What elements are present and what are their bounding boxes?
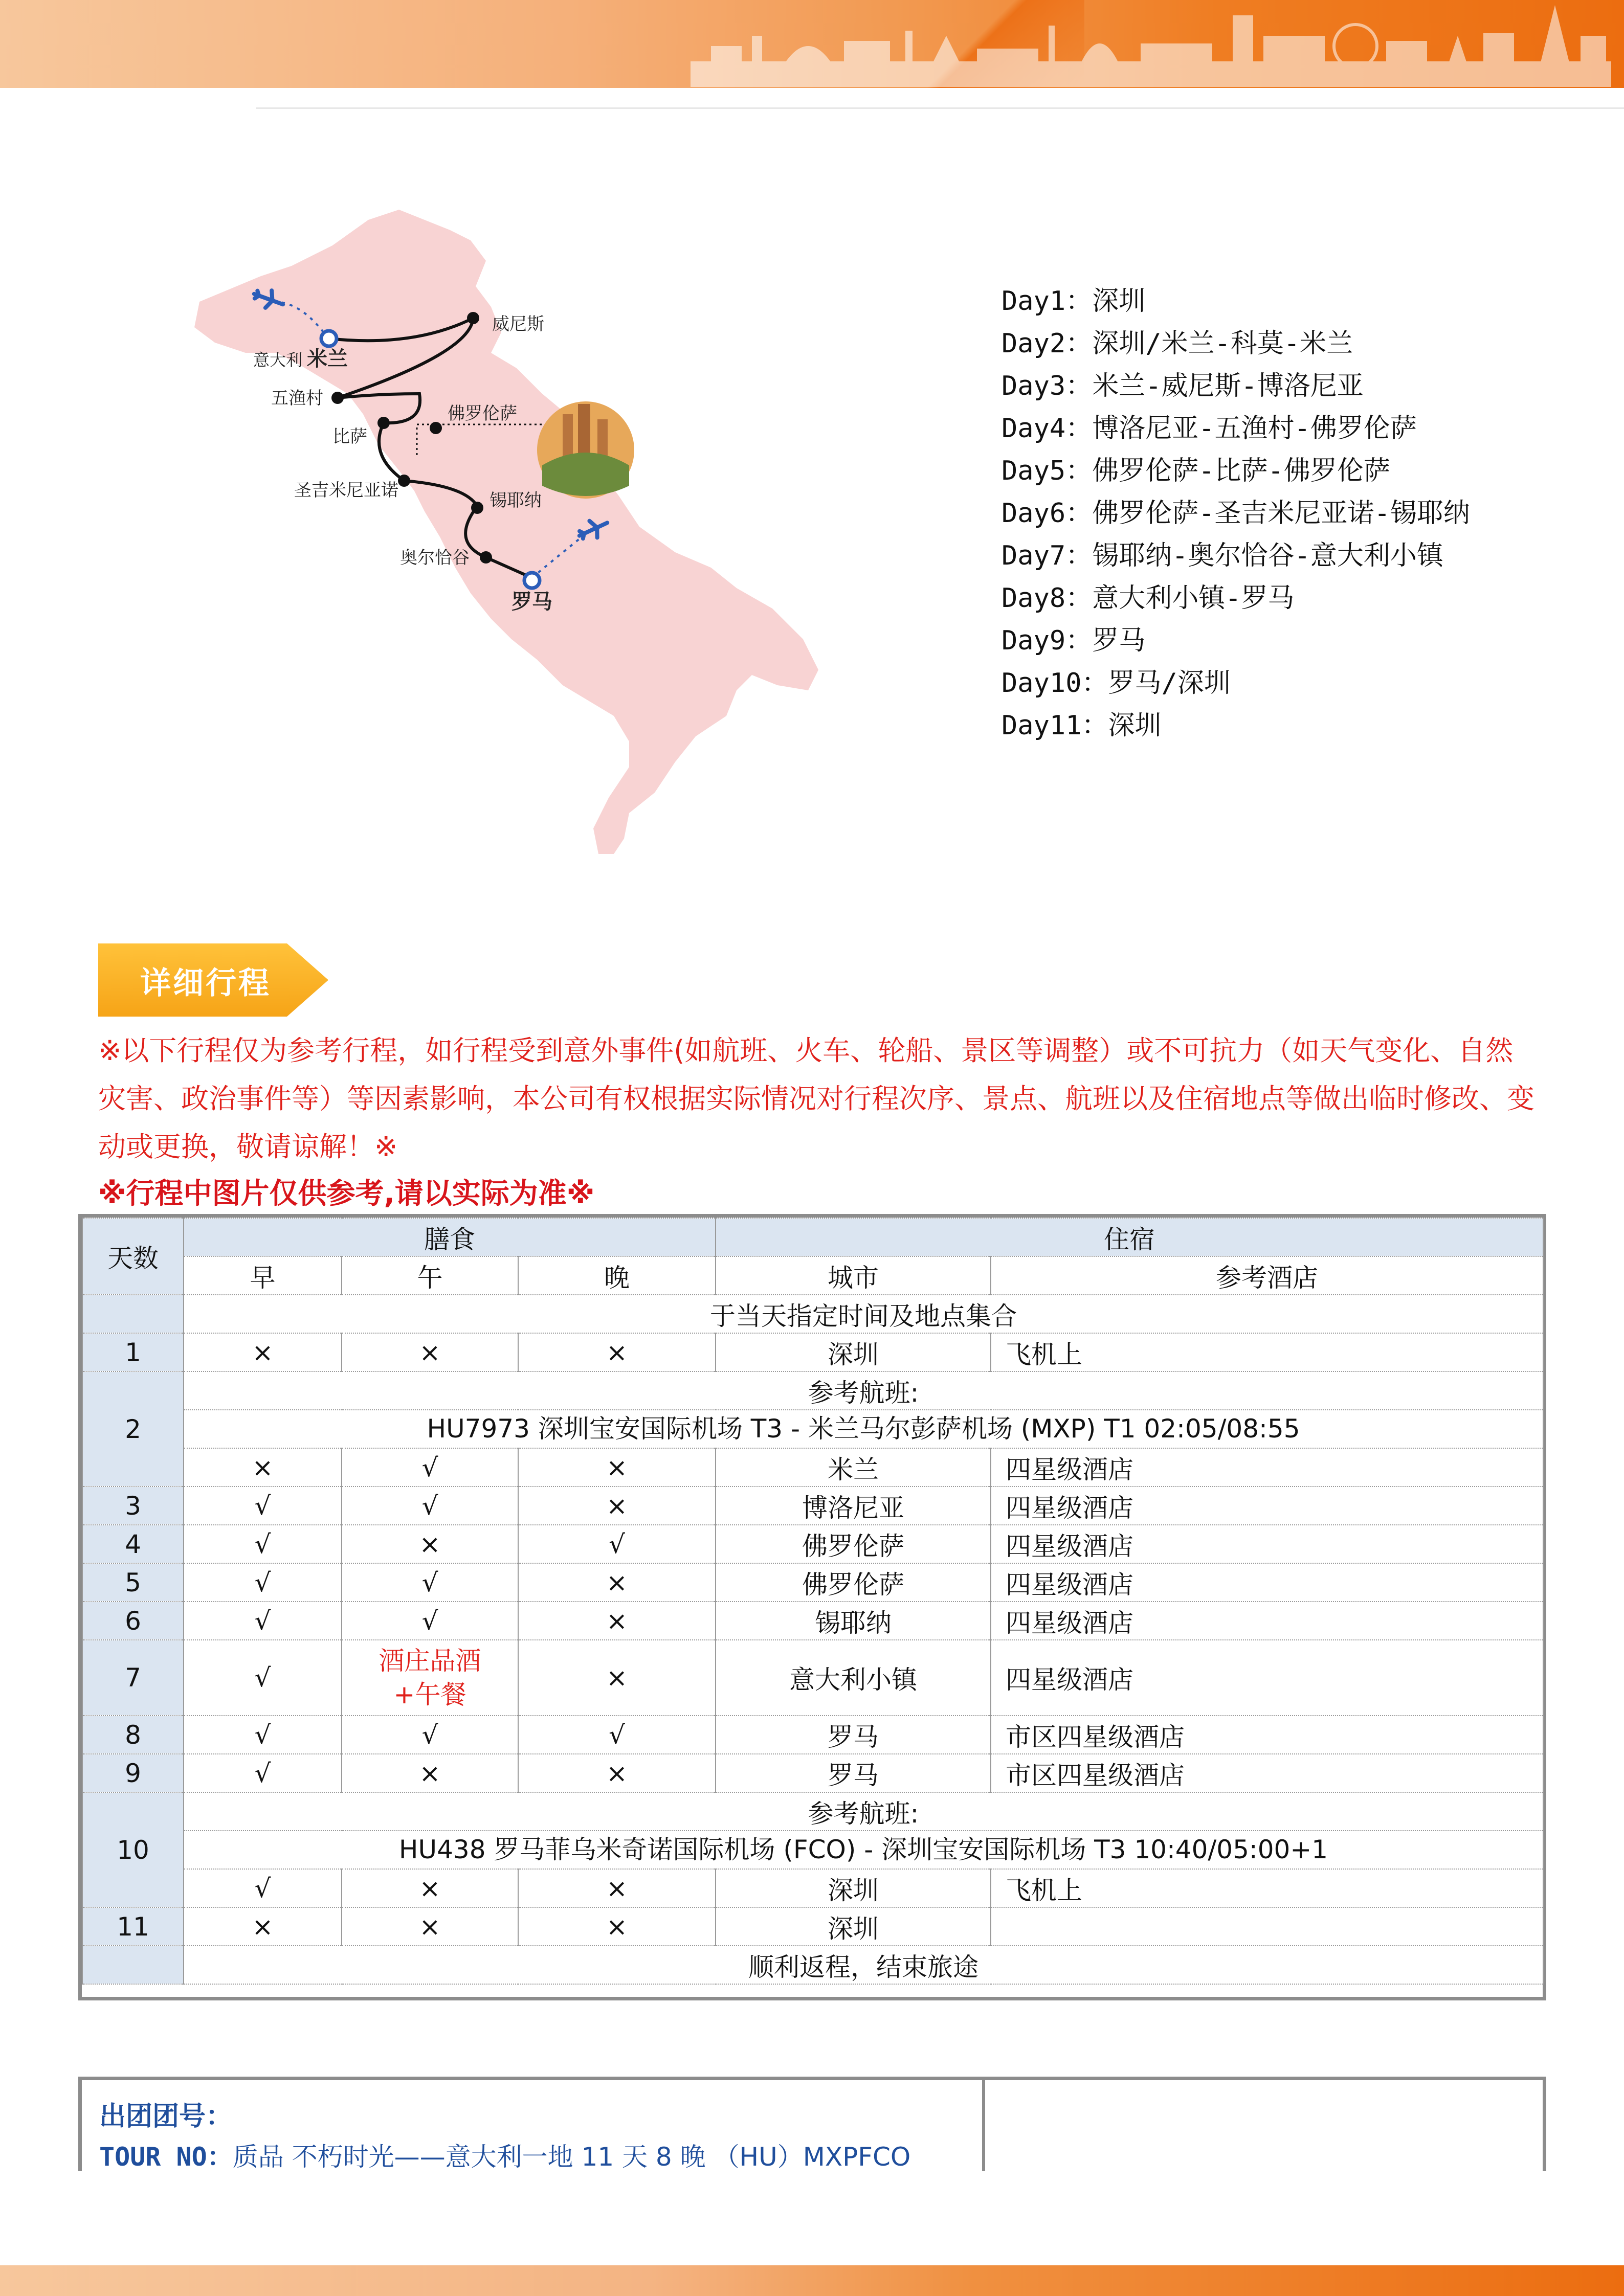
italy-landmass: [194, 210, 818, 854]
footer-banner: [0, 2265, 1624, 2296]
itinerary-day: Day10：罗马/深圳: [1002, 668, 1231, 699]
itinerary-day: Day5：佛罗伦萨-比萨-佛罗伦萨: [1002, 456, 1390, 486]
itinerary-day: Day3：米兰-威尼斯-博洛尼亚: [1002, 371, 1364, 401]
day-number: 9: [82, 1754, 184, 1792]
city: 深圳: [716, 1907, 991, 1946]
dinner: ×: [518, 1563, 716, 1602]
header-lunch: 午: [342, 1256, 518, 1295]
itinerary-list: [1002, 280, 1470, 747]
tour-number-box: [78, 2077, 1546, 2171]
day-number: 7: [82, 1640, 184, 1716]
breakfast: √: [184, 1869, 342, 1907]
lunch: ×: [342, 1525, 518, 1563]
orcia-marker: [480, 551, 492, 564]
tour-value: 质品 不朽时光——意大利一地 11 天 8 晚 （HU）MXPFCO: [232, 2142, 911, 2172]
breakfast: √: [184, 1525, 342, 1563]
itinerary-day: Day4：博洛尼亚-五渔村-佛罗伦萨: [1002, 413, 1417, 444]
breakfast: ×: [184, 1907, 342, 1946]
city-skyline-graphic: [691, 5, 1611, 87]
table-row: [82, 1907, 1543, 1946]
lunch-wine-tasting: [342, 1640, 518, 1716]
cinque-terre-marker: [331, 392, 344, 404]
disclaimer-notice: ※以下行程仅为参考行程，如行程受到意外事件(如航班、火车、轮船、景区等调整）或不可抗力（如天气变化、自然灾害、政治事件等）等因素影响，本公司有权根据实际情况对行程次序、景点、航班以及住宿地点等做出临时修改、变动或更换，敬请谅解！※: [98, 1034, 1534, 1163]
day-number: 3: [82, 1487, 184, 1525]
day-number: 8: [82, 1716, 184, 1754]
breakfast: √: [184, 1716, 342, 1754]
breakfast: ×: [184, 1333, 342, 1371]
schedule-table: [82, 1218, 1544, 1985]
lunch: ×: [342, 1333, 518, 1371]
itinerary-day: Day7：锡耶纳-奥尔恰谷-意大利小镇: [1002, 541, 1443, 571]
city: 罗马: [716, 1754, 991, 1792]
itinerary-day: Day2：深圳/米兰-科莫-米兰: [1002, 328, 1353, 359]
day-number: 11: [82, 1907, 184, 1946]
hotel: 市区四星级酒店: [991, 1716, 1543, 1754]
map-label-siena: 锡耶纳: [490, 491, 542, 510]
city: 佛罗伦萨: [716, 1525, 991, 1563]
map-label-florence: 佛罗伦萨: [448, 404, 517, 423]
italy-route-map: [184, 199, 829, 864]
itinerary-day: Day1：深圳: [1002, 286, 1146, 317]
map-label-orcia: 奥尔恰谷: [400, 548, 470, 568]
itinerary-day: Day11：深圳: [1002, 710, 1162, 741]
tour-box-divider: [982, 2080, 985, 2171]
table-row: [82, 1525, 1543, 1563]
schedule-table-frame: [78, 1214, 1546, 2000]
map-label-venice: 威尼斯: [492, 314, 544, 334]
flight-title: 参考航班:: [184, 1371, 1543, 1410]
hotel: 四星级酒店: [991, 1602, 1543, 1640]
hotel: 市区四星级酒店: [991, 1754, 1543, 1792]
day-number: 1: [82, 1333, 184, 1371]
hotel: 四星级酒店: [991, 1448, 1543, 1487]
header-hotel: 参考酒店: [991, 1256, 1543, 1295]
header-meals: 膳食: [184, 1218, 716, 1256]
lunch: √: [342, 1487, 518, 1525]
lunch: ×: [342, 1754, 518, 1792]
header-city: 城市: [716, 1256, 991, 1295]
hotel: 飞机上: [991, 1333, 1543, 1371]
dinner: √: [518, 1716, 716, 1754]
table-row: [82, 1640, 1543, 1716]
map-label-italy: 意大利: [253, 351, 303, 369]
city: 深圳: [716, 1869, 991, 1907]
flight-info: HU438 罗马菲乌米奇诺国际机场 (FCO) - 深圳宝安国际机场 T3 10:40/05:00+1: [184, 1831, 1543, 1869]
header-stay: 住宿: [716, 1218, 1543, 1256]
table-row: [82, 1563, 1543, 1602]
san-gimignano-marker: [398, 475, 410, 487]
milan-marker: [321, 331, 337, 346]
florence-marker: [430, 422, 442, 434]
dinner: ×: [518, 1602, 716, 1640]
tour-number: [99, 2136, 910, 2173]
table-row: [82, 1869, 1543, 1907]
tour-label: 出团团号：: [99, 2101, 233, 2132]
day-number: 2: [82, 1371, 184, 1487]
day-number: 4: [82, 1525, 184, 1563]
breakfast: √: [184, 1754, 342, 1792]
day-number: 10: [82, 1792, 184, 1907]
dinner: ×: [518, 1640, 716, 1716]
city: 佛罗伦萨: [716, 1563, 991, 1602]
day-number: 5: [82, 1563, 184, 1602]
city: 深圳: [716, 1333, 991, 1371]
city: 锡耶纳: [716, 1602, 991, 1640]
table-row: [82, 1448, 1543, 1487]
dinner: ×: [518, 1448, 716, 1487]
table-row: [82, 1754, 1543, 1792]
map-label-pisa: 比萨: [332, 427, 367, 446]
hotel: 四星级酒店: [991, 1487, 1543, 1525]
city: 博洛尼亚: [716, 1487, 991, 1525]
breakfast: √: [184, 1602, 342, 1640]
itinerary-day: Day9：罗马: [1002, 625, 1146, 656]
lunch: √: [342, 1563, 518, 1602]
map-label-san-gimignano: 圣吉米尼亚诺: [294, 481, 398, 500]
dinner: ×: [518, 1333, 716, 1371]
dinner: ×: [518, 1869, 716, 1907]
map-label-rome: 罗马: [511, 591, 552, 613]
itinerary-day: Day6：佛罗伦萨-圣吉米尼亚诺-锡耶纳: [1002, 498, 1470, 529]
table-row: [82, 1602, 1543, 1640]
breakfast: √: [184, 1640, 342, 1716]
city: 米兰: [716, 1448, 991, 1487]
lunch: ×: [342, 1869, 518, 1907]
table-row: [82, 1333, 1543, 1371]
san-gimignano-photo: [537, 401, 634, 499]
lunch: √: [342, 1602, 518, 1640]
flight-title: 参考航班:: [184, 1792, 1543, 1831]
itinerary-day: Day8：意大利小镇-罗马: [1002, 583, 1295, 614]
section-title-badge: [98, 943, 328, 1017]
venice-marker: [467, 312, 479, 324]
hotel: [991, 1907, 1543, 1946]
breakfast: ×: [184, 1448, 342, 1487]
section-title: 详细行程: [140, 965, 271, 1001]
trip-end-note: 顺利返程，结束旅途: [184, 1946, 1543, 1984]
header-banner: [0, 0, 1624, 88]
table-row: [82, 1716, 1543, 1754]
lunch: ×: [342, 1907, 518, 1946]
dinner: ×: [518, 1907, 716, 1946]
lunch: √: [342, 1448, 518, 1487]
breakfast: √: [184, 1563, 342, 1602]
photo-disclaimer: ※行程中图片仅供参考,请以实际为准※: [98, 1177, 595, 1210]
header-breakfast: 早: [184, 1256, 342, 1295]
lunch: √: [342, 1716, 518, 1754]
header-days: 天数: [82, 1218, 184, 1295]
day-cell-empty: [82, 1946, 184, 1984]
siena-marker: [471, 502, 483, 514]
hotel: 四星级酒店: [991, 1563, 1543, 1602]
flight-info: HU7973 深圳宝安国际机场 T3 - 米兰马尔彭萨机场 (MXP) T1 02:05/08:55: [184, 1410, 1543, 1448]
dinner: ×: [518, 1487, 716, 1525]
gather-note: 于当天指定时间及地点集合: [184, 1295, 1543, 1333]
map-label-milan: 米兰: [307, 348, 348, 370]
dinner: √: [518, 1525, 716, 1563]
tour-prefix: TOUR NO：: [99, 2142, 233, 2172]
day-cell-empty: [82, 1295, 184, 1333]
pisa-marker: [377, 417, 390, 429]
map-label-cinque-terre: 五渔村: [271, 389, 323, 408]
lunch-wine-tasting-text: 酒庄品酒+午餐: [379, 1646, 481, 1709]
city: 意大利小镇: [716, 1640, 991, 1716]
hotel: 飞机上: [991, 1869, 1543, 1907]
day-number: 6: [82, 1602, 184, 1640]
dinner: ×: [518, 1754, 716, 1792]
header-dinner: 晚: [518, 1256, 716, 1295]
city: 罗马: [716, 1716, 991, 1754]
hotel: 四星级酒店: [991, 1525, 1543, 1563]
breakfast: √: [184, 1487, 342, 1525]
hotel: 四星级酒店: [991, 1640, 1543, 1716]
header-rule: [256, 107, 1624, 109]
table-row: [82, 1487, 1543, 1525]
rome-marker: [524, 573, 540, 588]
